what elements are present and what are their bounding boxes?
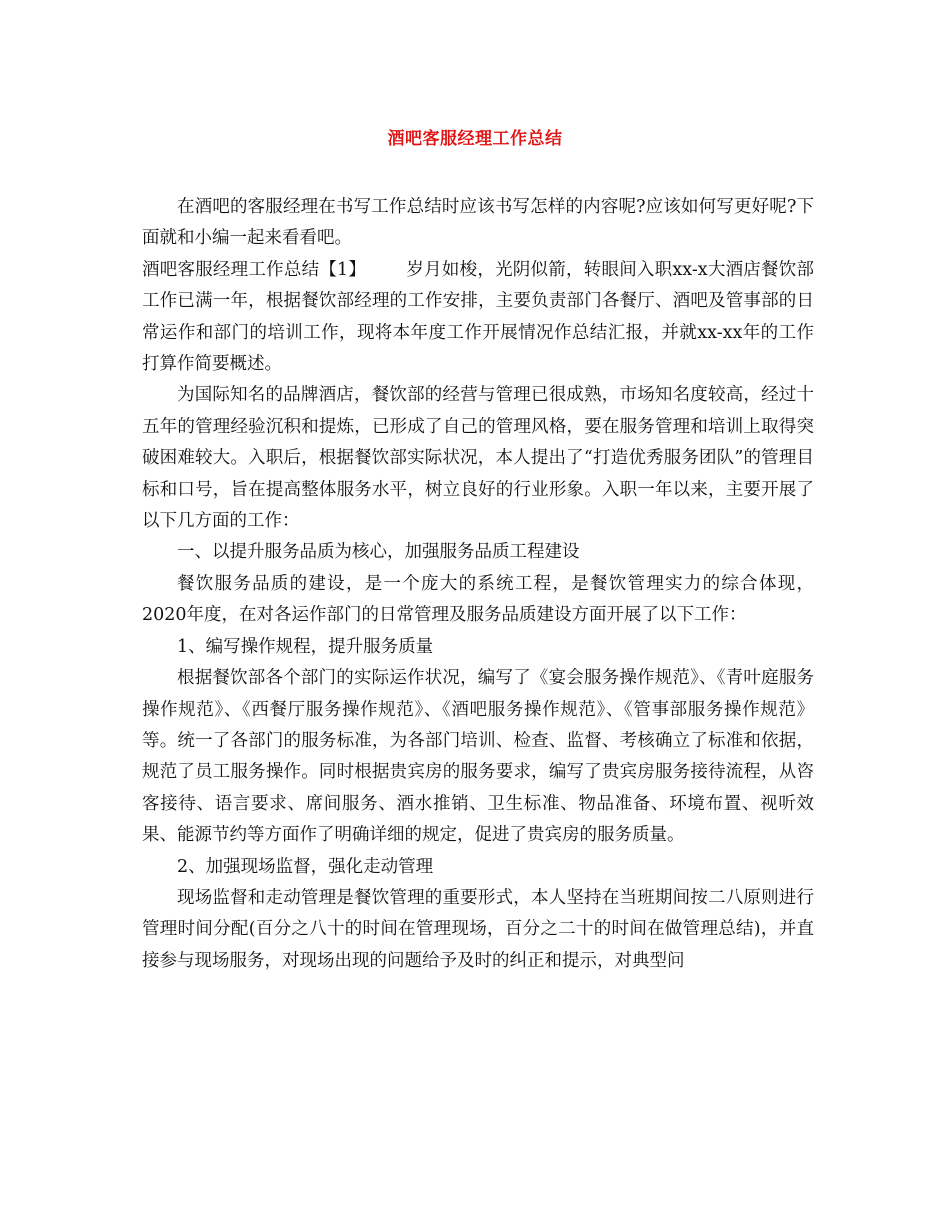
section-heading: 酒吧客服经理工作总结【1】 [142,259,367,280]
section-paragraph [142,255,814,381]
subsection-heading-1: 1、编写操作规程，提升服务质量 [177,636,434,657]
document-body [142,192,814,977]
section-text: 岁月如梭，光阴似箭，转眼间入职xx-x大酒店餐饮部工作已满一年，根据餐饮部经理的工作安排，主要负责部门各餐厅、酒吧及管事部的日常运作和部门的培训工作，现将本年度工作开展情况作总结汇报，并就xx-xx年的工作打算作简要概述。 [142,259,815,375]
document-title: 酒吧客服经理工作总结 [387,129,563,149]
body-paragraph-3: 根据餐饮部各个部门的实际运作状况，编写了《宴会服务操作规范》、《青叶庭服务操作规范》、《西餐厅服务操作规范》、《酒吧服务操作规范》、《管事部服务操作规范》等。统一了各部门的服务标准，为各部门培训、检查、监督、考核确立了标准和依据，规范了员工服务操作。同时根据贵宾房的服务要求，编写了贵宾房服务接待流程，从咨客接待、语言要求、席间服务、酒水推销、卫生标准、物品准备、环境布置、视听效果、能源节约等方面作了明确详细的规定，促进了贵宾房的服务质量。 [142,668,814,846]
section-subheading-1: 一、以提升服务品质为核心，加强服务品质工程建设 [177,542,580,563]
body-paragraph-2: 餐饮服务品质的建设，是一个庞大的系统工程，是餐饮管理实力的综合体现，2020年度，在对各运作部门的日常管理及服务品质建设方面开展了以下工作： [142,573,814,626]
body-paragraph-4: 现场监督和走动管理是餐饮管理的重要形式，本人坚持在当班期间按二八原则进行管理时间分配(百分之八十的时间在管理现场，百分之二十的时间在做管理总结)，并直接参与现场服务，对现场出现的问题给予及时的纠正和提示，对典型问 [142,887,814,971]
body-paragraph-1: 为国际知名的品牌酒店，餐饮部的经营与管理已很成熟，市场知名度较高，经过十五年的管理经验沉积和提炼，已形成了自己的管理风格，要在服务管理和培训上取得突破困难较大。入职后，根据餐饮部实际状况，本人提出了“打造优秀服务团队”的管理目标和口号，旨在提高整体服务水平，树立良好的行业形象。入职一年以来，主要开展了以下几方面的工作： [142,385,814,532]
subsection-heading-2: 2、加强现场监督，强化走动管理 [177,856,434,877]
intro-paragraph: 在酒吧的客服经理在书写工作总结时应该书写怎样的内容呢?应该如何写更好呢?下面就和小编一起来看看吧。 [142,197,814,249]
